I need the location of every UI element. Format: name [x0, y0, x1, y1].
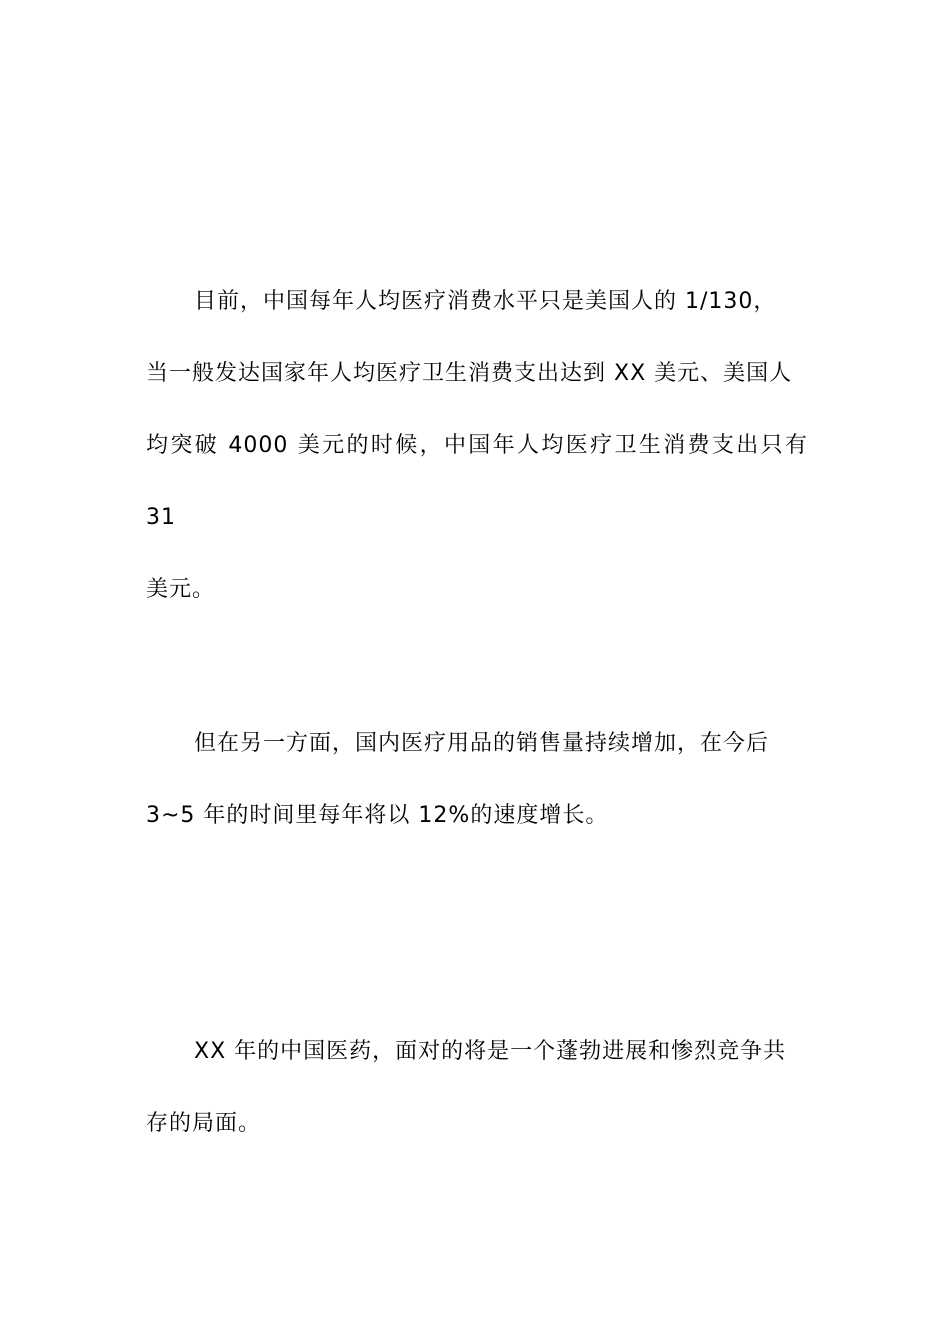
- paragraph-line: XX 年的中国医药，面对的将是一个蓬勃进展和惨烈竞争共: [194, 1039, 787, 1064]
- paragraph-line: 均突破 4000 美元的时候，中国年人均医疗卫生消费支出只有 31: [146, 433, 808, 530]
- paragraph-sales-growth: [146, 708, 808, 852]
- paragraph-industry-outlook: [146, 1016, 808, 1160]
- paragraph-line: 存的局面。: [146, 1111, 262, 1136]
- paragraph-line: 3~5 年的时间里每年将以 12%的速度增长。: [146, 803, 609, 828]
- paragraph-line: 美元。: [146, 577, 216, 602]
- paragraph-line: 当一般发达国家年人均医疗卫生消费支出达到 XX 美元、美国人: [146, 361, 793, 386]
- paragraph-medical-spending: [146, 266, 808, 626]
- paragraph-line: 目前，中国每年人均医疗消费水平只是美国人的 1/130，: [194, 289, 777, 314]
- paragraph-line: 但在另一方面，国内医疗用品的销售量持续增加，在今后: [194, 731, 770, 756]
